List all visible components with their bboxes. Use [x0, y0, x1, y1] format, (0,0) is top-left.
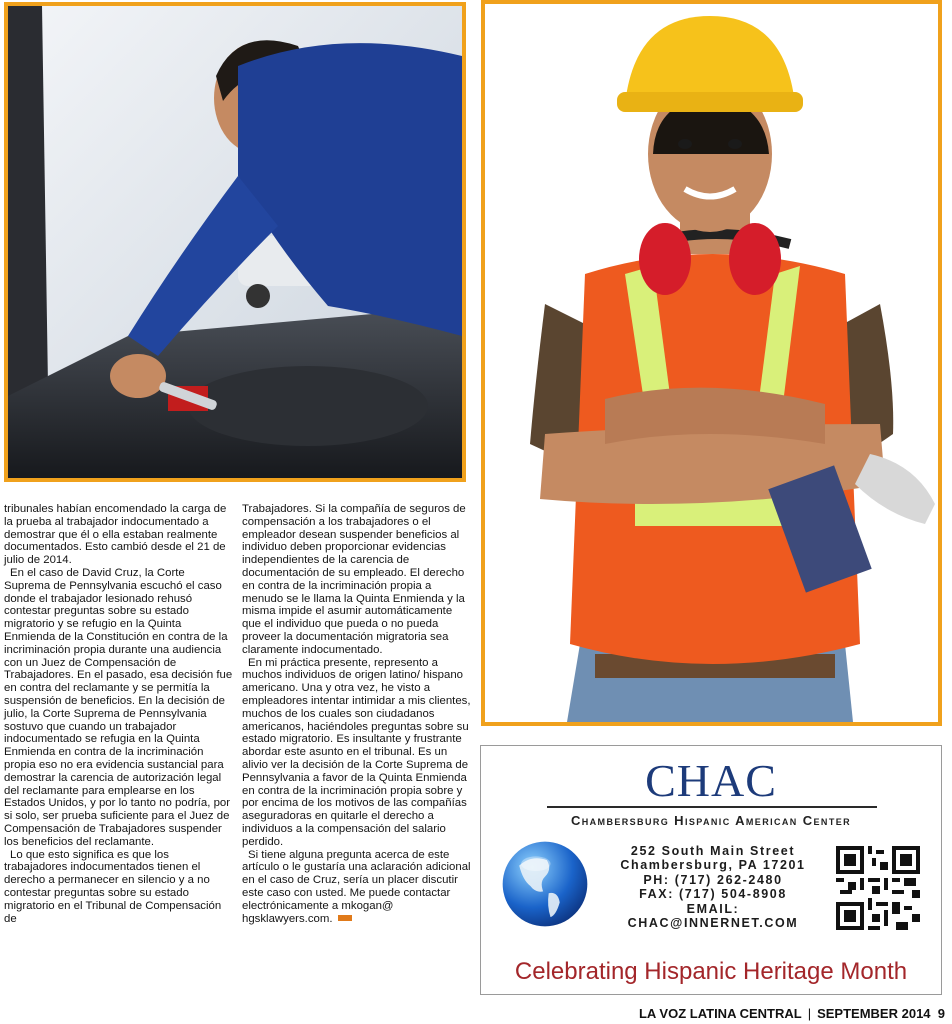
publication-name: LA VOZ LATINA CENTRAL	[638, 1006, 802, 1021]
mechanic-photo	[4, 2, 466, 482]
mechanic-illustration	[8, 6, 462, 478]
globe-icon	[499, 838, 591, 930]
phone-number: PH: (717) 262-2480	[643, 872, 783, 887]
ad-divider	[547, 806, 877, 808]
contact-block	[599, 844, 827, 930]
worker-photo	[481, 0, 942, 726]
email-address: CHAC@INNERNET.COM	[627, 916, 799, 931]
article-column-middle	[242, 503, 472, 925]
email-label: EMAIL:	[686, 901, 740, 916]
end-of-article-icon	[338, 915, 352, 921]
page-footer	[600, 1006, 945, 1021]
chac-logo: CHAC	[645, 755, 777, 806]
fax-number: FAX: (717) 504-8908	[639, 887, 787, 902]
heritage-month-tagline: Celebrating Hispanic Heritage Month	[514, 958, 908, 985]
address-street: 252 South Main Street	[630, 844, 796, 858]
article-column-left	[4, 503, 234, 925]
article-closing-paragraph	[242, 849, 472, 926]
article-paragraph: tribunales habían encomendado la carga de la prueba al trabajador indocumentado a demostrar que él o ella estaban realmente documentados. Esto cambió desde el 21 de julio de 2014.	[4, 503, 227, 567]
organization-name: Chambersburg Hispanic American Center	[570, 813, 852, 828]
article-paragraph: Lo que esto significa es que los trabajadores indocumentados tienen el derecho a permanecer en silencio y a no contestar preguntas sobre su estado migratorio en el Tribunal de Compensación de	[4, 848, 222, 925]
article-paragraph: En el caso de David Cruz, la Corte Suprema de Pennsylvania escuchó el caso donde el trabajador lesionado rehusó contestar preguntas sobre su estado migratorio y se refugio en la Quinta Enmienda de la Constitución en contra de la incriminación propia durante una audiencia con un Juez de Compensación de Trabajadores. En el pasado, esa decisión fue en contra del reclamante y se permitía la suspensión de beneficios. En la decisión de julio, la Corte Suprema de Pennsylvania sostuvo que cuando un trabajador indocumentado se refugia en la Quinta Enmienda en contra de la incriminación propia eso no era evidencia sustancial para demostrar la carencia de autorización legal del reclamante para emplearse en los Estados Unidos, y por lo tanto no podría, por si solo, ser prueba suficiente para el Juez de Compensación de Trabajadores suspender los beneficios del reclamante.	[4, 566, 233, 848]
chac-advertisement	[480, 745, 942, 995]
qr-code-icon	[836, 846, 920, 930]
worker-illustration	[485, 4, 938, 722]
footer-separator: |	[807, 1006, 812, 1021]
article-paragraph: Trabajadores. Si la compañía de seguros de compensación a los trabajadores o el empleador desean suspender beneficios al individuo deben proporcionar evidencias independientes de la carencia de documentación de su empleado. El derecho en contra de la incriminación propia a menudo se le llama la Quinta Enmienda y la misma impide el asumir automáticamente que el individuo que pueda o no pueda proveer la documentación migratoria sea claramente indocumentado.	[242, 503, 466, 656]
article-paragraph: Si tiene alguna pregunta acerca de este artículo o le gustaría una aclaración adicional en el caso de Cruz, sería un placer discutir este caso con usted. Me puede contactar electrónicamente a mkogan@ hgsklawyers.com.	[242, 848, 471, 925]
address-city: Chambersburg, PA 17201	[620, 858, 806, 873]
article-paragraph: En mi práctica presente, represento a muchos individuos de origen latino/ hispano americano. Una y otra vez, he visto a empleadores intentar intimidar a mis clientes, muchos de los cuales son ciudadanos americanos, haciéndoles preguntas sobre su estado migratorio. Es insultante y frustrante abordar este asunto en el tribunal. Es un alivio ver la decisión de la Corte Suprema de Pennsylvania a favor de la Quinta Enmienda en contra de la incriminación propia sobre y por encima de los motivos de las compañías aseguradoras en quitarle el derecho a individuos a la compensación del salario perdido.	[242, 656, 471, 848]
page-number: 9	[937, 1006, 945, 1021]
issue-date: SEPTEMBER 2014	[817, 1006, 931, 1021]
